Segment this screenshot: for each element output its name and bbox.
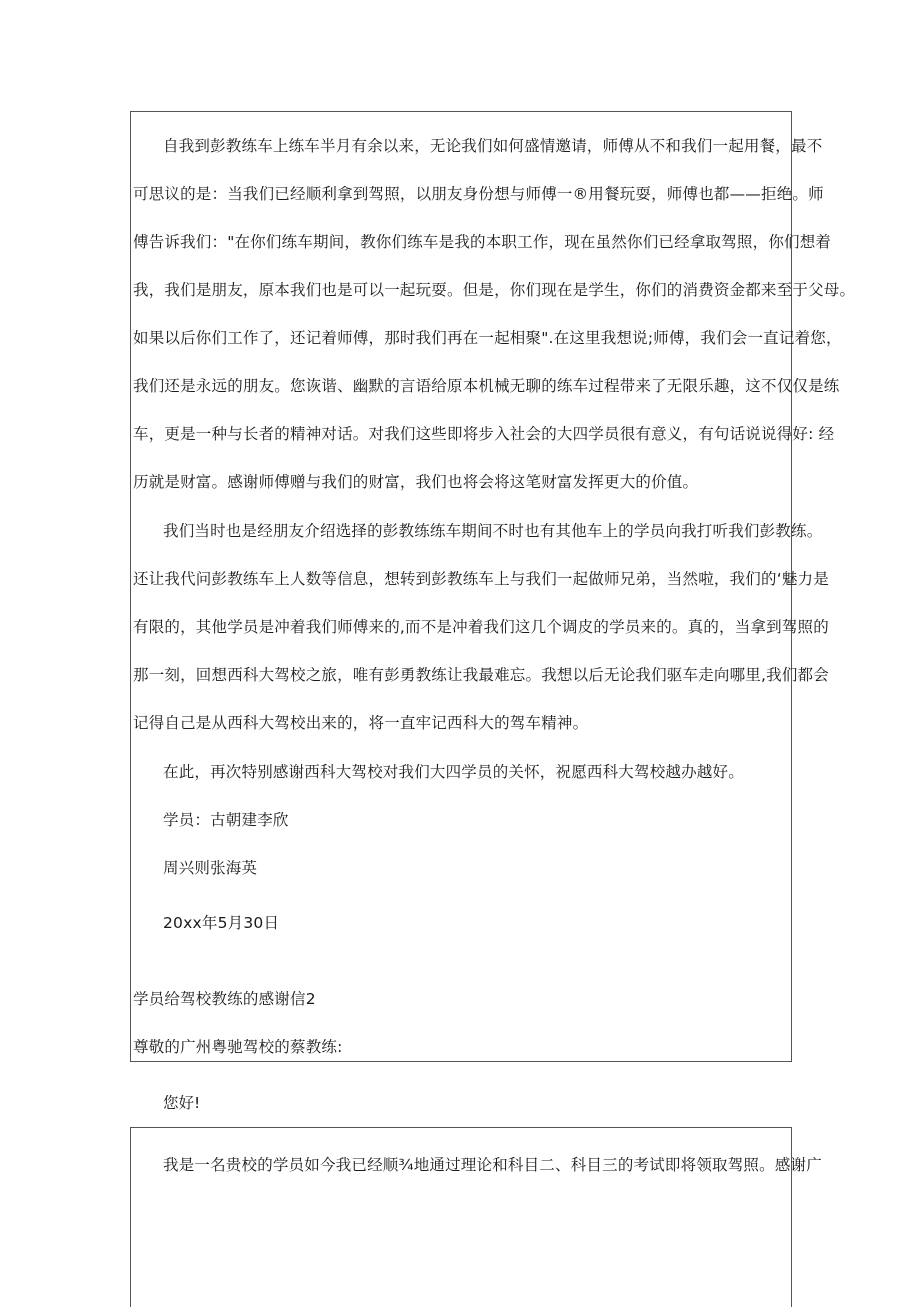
p1-line: 自我到彭教练车上练车半月有余以来，无论我们如何盛情邀请，师傅从不和我们一起用餐，最不 (163, 137, 823, 155)
p3-line: 在此，再次特别感谢西科大驾校对我们大四学员的关怀，祝愿西科大驾校越办越好。 (163, 763, 744, 781)
signature-line: 学员：古朝建李欣 (163, 811, 289, 829)
p2-line: 有限的，其他学员是冲着我们师傅来的,而不是冲着我们这几个调皮的学员来的。真的，当拿到驾照的 (133, 618, 829, 636)
letter2-line: 我是一名贵校的学员如今我已经顺¾地通过理论和科目二、科目三的考试即将领取驾照。感谢广 (163, 1156, 822, 1174)
p2-line: 那一刻，回想西科大驾校之旅，唯有彭勇教练让我最难忘。我想以后无论我们驱车走向哪里,我们都会 (133, 666, 829, 684)
signature-line: 周兴则张海英 (163, 859, 258, 877)
p1-line: 我们还是永远的朋友。您诙谐、幽默的言语给原本机械无聊的练车过程带来了无限乐趣，这不仅仅是练 (133, 377, 840, 395)
salutation: 尊敬的广州粤驰驾校的蔡教练: (133, 1038, 343, 1056)
p2-line: 还让我代问彭教练车上人数等信息，想转到彭教练车上与我们一起做师兄弟，当然啦，我们的‘魅力是 (133, 570, 829, 588)
p1-line: 傅告诉我们："在你们练车期间，教你们练车是我的本职工作，现在虽然你们已经拿取驾照，你们想着 (133, 233, 832, 251)
p1-line: 历就是财富。感谢师傅赠与我们的财富，我们也将会将这笔财富发挥更大的价值。 (133, 473, 699, 491)
greeting: 您好! (163, 1094, 201, 1112)
letter-date: 20xx年5月30日 (163, 914, 280, 932)
letter-box-2 (130, 1127, 792, 1307)
p2-line: 我们当时也是经朋友介绍选择的彭教练练车期间不时也有其他车上的学员向我打听我们彭教练。 (163, 522, 823, 540)
p1-line: 我，我们是朋友，原本我们也是可以一起玩耍。但是，你们现在是学生，你们的消费资金都来至于父母。 (133, 281, 856, 299)
letter-title: 学员给驾校教练的感谢信2 (133, 990, 316, 1008)
p2-line: 记得自己是从西科大驾校出来的，将一直牢记西科大的驾车精神。 (133, 714, 589, 732)
p1-line: 如果以后你们工作了，还记着师傅，那时我们再在一起相聚".在这里我想说;师傅，我们会一直记着您， (133, 329, 842, 347)
p1-line: 可思议的是：当我们已经顺利拿到驾照，以朋友身份想与师傅一®用餐玩耍，师傅也都——拒绝。师 (133, 185, 824, 203)
p1-line: 车，更是一种与长者的精神对话。对我们这些即将步入社会的大四学员很有意义，有句话说说得好: 经 (133, 425, 835, 443)
